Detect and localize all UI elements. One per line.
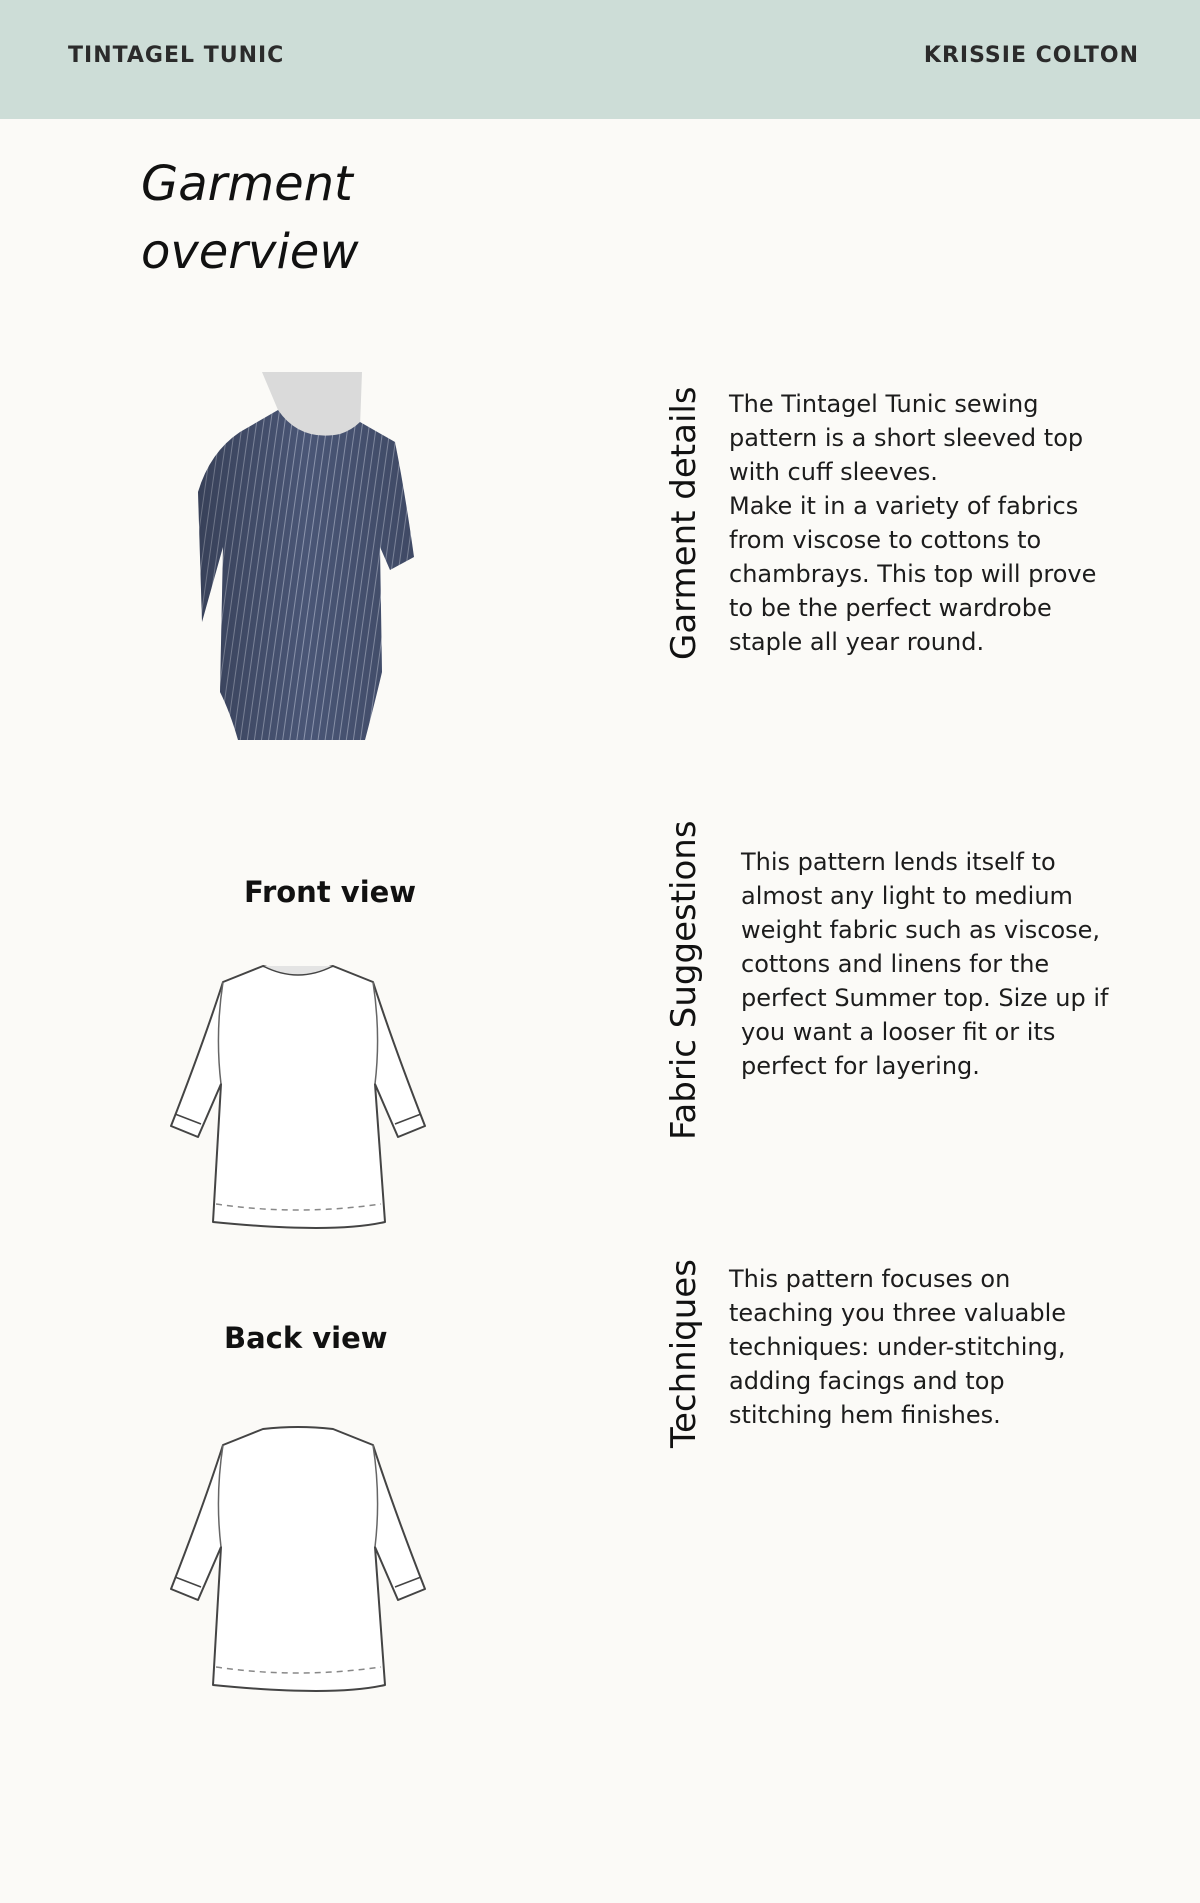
front-view-label: Front view (244, 875, 417, 909)
header-band (0, 0, 1200, 119)
fabric-suggestions-text: This pattern lends itself to almost any light to medium weight fabric such as viscose, cottons and linens for the perfect Summer top. Size up if you want a looser fit or its perfect for layering. (741, 848, 1109, 1080)
back-view-drawing (163, 1417, 433, 1727)
front-view-drawing (163, 954, 433, 1264)
designer-name: KRISSIE COLTON (923, 43, 1139, 68)
garment-photo (190, 372, 420, 752)
pattern-name: TINTAGEL TUNIC (68, 43, 285, 68)
garment-details-heading-text: Garment details (664, 386, 704, 660)
garment-details-text: The Tintagel Tunic sewing pattern is a short sleeved top with cuff sleeves. Make it in a variety of fabrics from viscose to cottons to chambrays. This top will prove to be the perfect wardrobe staple all year round. (729, 390, 1097, 656)
fabric-suggestions-heading-text: Fabric Suggestions (664, 820, 704, 1140)
techniques-text: This pattern focuses on teaching you three valuable techniques: under-stitching, adding facings and top stitching hem finishes. (729, 1265, 1067, 1429)
techniques-heading-text: Techniques (664, 1259, 704, 1448)
page-title: Garment overview (141, 156, 359, 280)
back-view-label: Back view (224, 1321, 388, 1355)
